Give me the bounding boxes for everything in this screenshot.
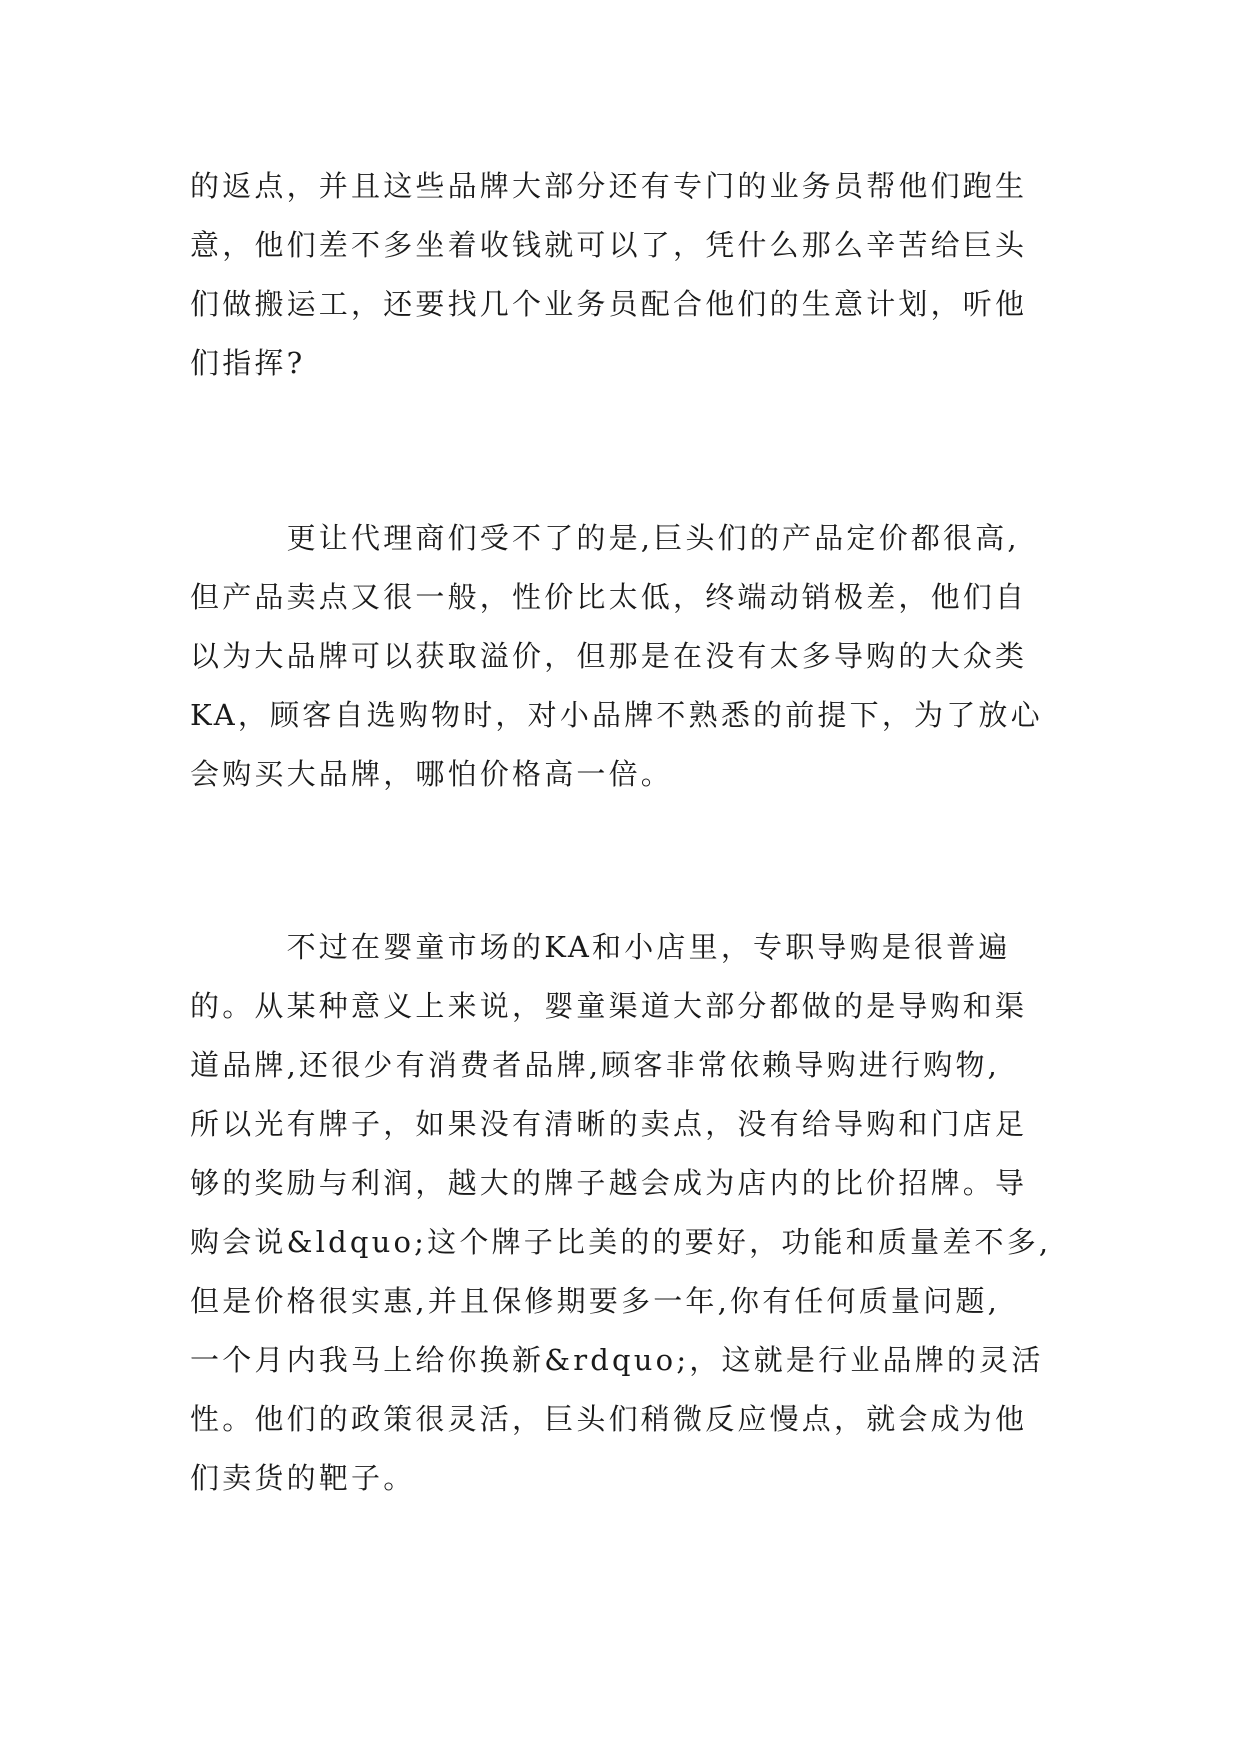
text-line: 们做搬运工，还要找几个业务员配合他们的生意计划，听他: [190, 287, 1028, 321]
text-line: 更让代理商们受不了的是,巨头们的产品定价都很高,: [190, 521, 1020, 555]
text-line: 们卖货的靶子。: [190, 1461, 416, 1495]
text-line: 道品牌,还很少有消费者品牌,顾客非常依赖导购进行购物,: [190, 1048, 1001, 1082]
text-line: KA，顾客自选购物时，对小品牌不熟悉的前提下，为了放心: [190, 698, 1043, 732]
text-line: 不过在婴童市场的KA和小店里，专职导购是很普遍: [190, 930, 1011, 964]
text-line: 意，他们差不多坐着收钱就可以了，凭什么那么辛苦给巨头: [190, 228, 1028, 262]
text-line: 会购买大品牌，哪怕价格高一倍。: [190, 757, 674, 791]
text-line: 但是价格很实惠,并且保修期要多一年,你有任何质量问题,: [190, 1284, 1001, 1318]
text-line: 购会说&ldquo;这个牌子比美的的要好，功能和质量差不多,: [190, 1225, 1052, 1259]
text-line: 性。他们的政策很灵活，巨头们稍微反应慢点，就会成为他: [190, 1402, 1028, 1436]
text-line: 的返点，并且这些品牌大部分还有专门的业务员帮他们跑生: [190, 169, 1028, 203]
paragraph-2: [190, 509, 1050, 804]
paragraph-1: [190, 157, 1050, 393]
paragraph-3: [190, 918, 1050, 1508]
text-line: 们指挥?: [190, 346, 306, 380]
text-line: 所以光有牌子，如果没有清晰的卖点，没有给导购和门店足: [190, 1107, 1028, 1141]
text-line: 以为大品牌可以获取溢价，但那是在没有太多导购的大众类: [190, 639, 1028, 673]
text-line: 的。从某种意义上来说，婴童渠道大部分都做的是导购和渠: [190, 989, 1028, 1023]
text-line: 但产品卖点又很一般，性价比太低，终端动销极差，他们自: [190, 580, 1028, 614]
text-line: 一个月内我马上给你换新&rdquo;，这就是行业品牌的灵活: [190, 1343, 1044, 1377]
text-line: 够的奖励与利润，越大的牌子越会成为店内的比价招牌。导: [190, 1166, 1028, 1200]
